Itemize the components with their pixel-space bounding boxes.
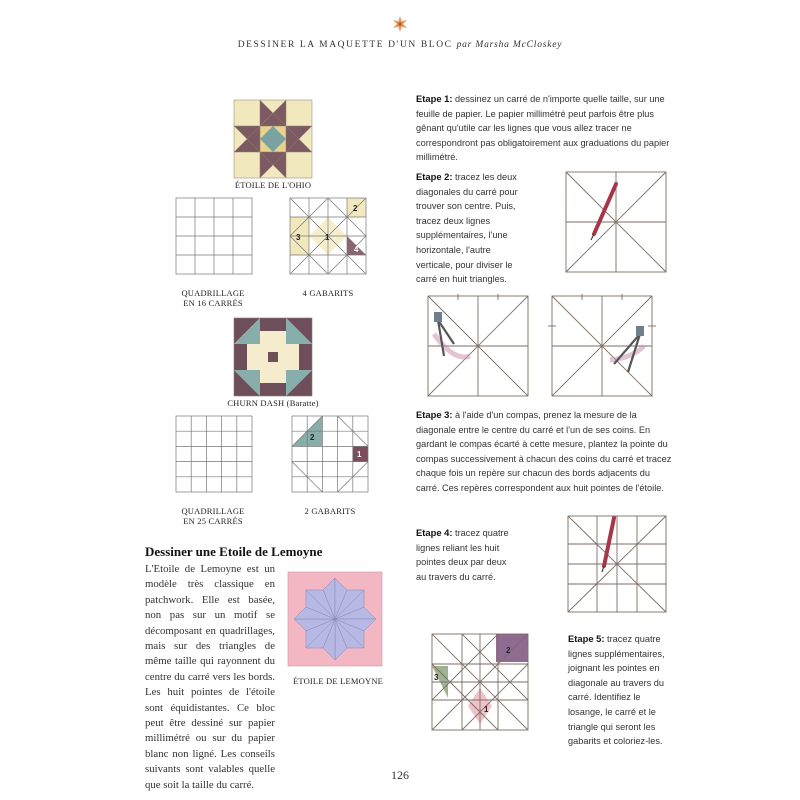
step-1 — [416, 92, 674, 165]
section-body-top — [145, 562, 275, 793]
ohio-caption: ÉTOILE DE L'OHIO — [234, 180, 312, 190]
step-3-diagram-right — [548, 294, 656, 398]
ohio-star-block — [234, 100, 312, 178]
step-1-label: Etape 1: — [416, 93, 453, 104]
step-4-label: Etape 4: — [416, 527, 453, 538]
step-2-label: Etape 2: — [416, 171, 453, 182]
header-title: DESSINER LA MAQUETTE D'UN BLOC — [237, 40, 453, 50]
step-4-text: tracez quatre lignes reliant les huit pointes deux par deux au travers du carré. — [416, 528, 509, 582]
step-1-text: dessinez un carré de n'importe quelle taille, sur une feuille de papier. Le papier millimétré peut parfois être plus gênant qu'utile car les lignes que vous allez tracer ne correspondront pas obligatoirement aux graduations du papier millimétré. — [416, 94, 670, 163]
templates4-caption: 4 GABARITS — [302, 288, 354, 298]
section-title: Dessiner une Etoile de Lemoyne — [145, 544, 323, 559]
step-4 — [416, 526, 516, 584]
two-templates-diagram — [292, 416, 368, 492]
pencil-icon — [591, 184, 616, 240]
step-2-text: tracez les deux diagonales du carré pour trouver son centre. Puis, tracez deux lignes supplémentaires, l'une horizontale, l'autre verticale, pour diviser le carré en huit triangles. — [416, 172, 518, 285]
template4-label-2: 2 — [353, 204, 358, 213]
four-templates-diagram — [290, 198, 370, 274]
grid-25-diagram — [176, 416, 252, 492]
step-3-label: Etape 3: — [416, 409, 453, 420]
step-2-diagram — [564, 170, 668, 274]
step-5 — [568, 632, 676, 749]
step5-label-2: 2 — [506, 646, 511, 655]
step-5-label: Etape 5: — [568, 633, 605, 644]
churn-dash-block — [234, 318, 312, 396]
step5-label-3: 3 — [434, 673, 439, 682]
grid16-caption — [168, 288, 258, 308]
lemoyne-caption: ÉTOILE DE LEMOYNE — [292, 676, 384, 686]
template4-label-1: 1 — [325, 233, 330, 242]
grid-16-diagram — [176, 198, 252, 274]
step-3-text: à l'aide d'un compas, prenez la mesure de la diagonale entre le centre du carré et l'un de ses coins. En gardant le compas écarté à cette mesure, plantez la pointe du compas successivement à chacun des coins du carré et tracez chaque fois un repère sur chacun des bords adjacents du carré. Ces repères correspondent aux huit pointes de l'étoile. — [416, 410, 672, 493]
step-2 — [416, 170, 522, 287]
template2-label-1: 1 — [357, 450, 362, 459]
section-body: L'Etoile de Lemoyne est un modèle très classique en patchwork. Elle est basée, non pas sur un motif se décomposant en quadrillages, mais sur des triangles de même taille qui rayonnent du centre du carré vers les bords. Les huit pointes de l'étoile sont équidistantes. Ce bloc peut être dessiné sur papier millimétré ou sur du papier blanc non ligné. Les conseils suivants sont valables quelle que soit la taille du carré. — [145, 563, 275, 791]
header-author: par Marsha McCloskey — [456, 40, 563, 50]
templates2-caption: 2 GABARITS — [304, 506, 356, 516]
template4-label-3: 3 — [296, 233, 301, 242]
grid25-caption — [168, 506, 258, 526]
grid16-caption-line1: QUADRILLAGE — [181, 288, 245, 298]
star-ornament-icon — [392, 16, 408, 32]
churn-caption: CHURN DASH (Baratte) — [227, 398, 319, 408]
step-3 — [416, 408, 674, 496]
step-4-diagram — [566, 514, 670, 614]
grid25-caption-line1: QUADRILLAGE — [181, 506, 245, 516]
grid16-caption-line2: EN 16 CARRÉS — [183, 298, 243, 308]
template4-label-4: 4 — [354, 245, 359, 254]
grid25-caption-line2: EN 25 CARRÉS — [183, 516, 243, 526]
step5-label-1: 1 — [484, 705, 489, 714]
page-header — [0, 40, 800, 50]
lemoyne-star-block — [288, 572, 382, 666]
template2-label-2: 2 — [310, 433, 315, 442]
step-5-diagram — [428, 632, 534, 734]
page-number: 126 — [391, 768, 409, 782]
step-3-diagram-left — [424, 294, 532, 398]
step-5-text: tracez quatre lignes supplémentaires, joignant les pointes en diagonale au travers du carré. Identifiez le losange, le carré et le triangle qui seront les gabarits et coloriez-les. — [568, 634, 665, 747]
